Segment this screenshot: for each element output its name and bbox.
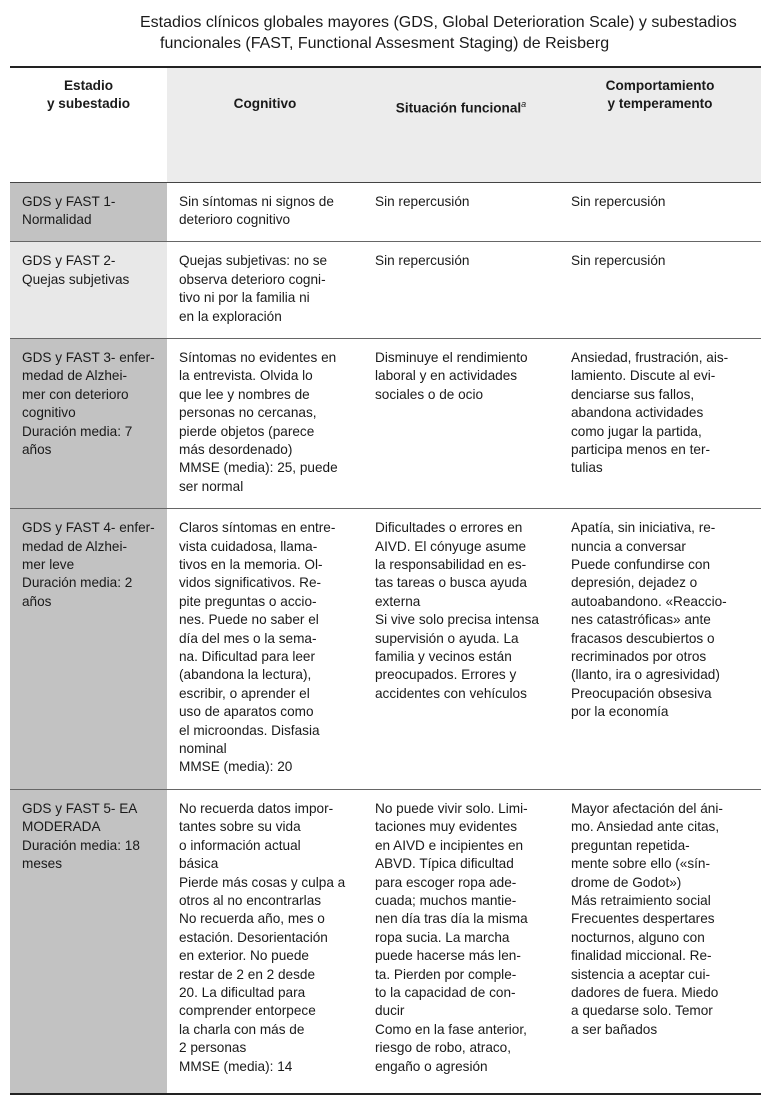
cell-line: nominal [179, 741, 227, 757]
cell-line: años [22, 593, 52, 609]
cell-line: en AIVD e incipientes en [375, 837, 524, 853]
cell-line: externa [375, 593, 421, 609]
behavior-cell [559, 789, 761, 1094]
cell-line: participa menos en ter- [571, 441, 711, 457]
cell-line: MMSE (media): 25, puede [179, 460, 338, 476]
cell-line: tas tareas o busca ayuda [375, 575, 527, 591]
cell-line: Como en la fase anterior, [375, 1021, 527, 1037]
cell-line: preocupados. Errores y [375, 667, 517, 683]
cell-line: para escoger ropa ade- [375, 874, 517, 890]
behavior-cell [559, 509, 761, 790]
cell-line: 20. La dificultad para [179, 984, 306, 1000]
cell-line: tivo ni por la familia ni [179, 290, 310, 306]
functional-cell [363, 182, 559, 242]
cell-line: mer leve [22, 557, 75, 572]
cell-line: Frecuentes despertares [571, 911, 715, 927]
cell-line: pite preguntas o accio- [179, 593, 317, 609]
cell-line: o información actual [179, 837, 301, 853]
cell-line: Pierde más cosas y culpa a [179, 874, 346, 890]
stage-cell [10, 182, 167, 242]
cell-line: medad de Alzhei- [22, 538, 128, 554]
cell-line: Si vive solo precisa intensa [375, 612, 539, 628]
cell-line: mente sobre ello («sín- [571, 856, 711, 872]
cell-line: GDS y FAST 5- EA [22, 800, 138, 816]
cell-line: a ser bañados [571, 1021, 658, 1037]
cell-line: Más retraimiento social [571, 892, 711, 908]
cell-line: el microondas. Disfasia [179, 722, 320, 738]
cell-line: MMSE (media): 20 [179, 759, 293, 775]
cell-line: No recuerda año, mes o [179, 911, 325, 927]
cell-line: Puede confundirse con [571, 557, 711, 572]
cell-line: ta. Pierden por comple- [375, 966, 517, 982]
cell-line: taciones muy evidentes [375, 819, 518, 835]
cell-line: Quejas subjetivas: no se [179, 253, 328, 269]
table-row [10, 789, 761, 1094]
cell-line: riesgo de robo, atraco, [375, 1040, 512, 1056]
header-cognitive: Cognitivo [167, 67, 363, 182]
cell-line: preguntan repetida- [571, 837, 690, 853]
cell-line: comprender entorpece [179, 1003, 316, 1019]
cell-line: la charla con más de [179, 1021, 305, 1037]
cell-line: nuncia a conversar [571, 538, 686, 554]
cell-line: meses [22, 856, 63, 872]
cell-line: Síntomas no evidentes en [179, 349, 337, 365]
cell-line: Sin repercusión [571, 193, 666, 209]
cell-line: finalidad miccional. Re- [571, 948, 712, 964]
cell-line: MODERADA [22, 819, 101, 835]
stage-cell [10, 338, 167, 508]
cell-line: en la exploración [179, 308, 282, 324]
cell-line: que lee y nombres de [179, 386, 310, 402]
cell-line: en exterior. No puede [179, 948, 309, 964]
cell-line: abandona actividades [571, 405, 704, 421]
cell-line: dadores de fuera. Miedo [571, 984, 719, 1000]
gds-fast-table [10, 66, 761, 1095]
footnote-marker: a [521, 99, 527, 109]
behavior-cell [559, 242, 761, 339]
cell-line: mo. Ansiedad ante citas, [571, 819, 720, 835]
table-title-line-1: Estadios clínicos globales mayores (GDS, Global Deterioration Scale) y subestadios [140, 14, 737, 31]
cell-line: Duración media: 7 [22, 423, 133, 439]
table-header-row [10, 67, 761, 182]
cell-line: tantes sobre su vida [179, 819, 301, 835]
stage-cell [10, 242, 167, 339]
stage-cell [10, 789, 167, 1094]
cell-line: cognitivo [22, 405, 76, 421]
cell-line: vista cuidadosa, llama- [179, 538, 318, 554]
cell-line: la responsabilidad en es- [375, 557, 527, 572]
cell-line: (abandona la lectura), [179, 667, 312, 683]
behavior-cell [559, 182, 761, 242]
cell-line: denciarse sus fallos, [571, 386, 695, 402]
cell-line: tulias [571, 460, 603, 476]
cell-line: tivos en la memoria. Ol- [179, 557, 323, 572]
cell-line: Duración media: 18 [22, 837, 140, 853]
cell-line: Sin repercusión [375, 193, 470, 209]
cell-line: nocturnos, alguno con [571, 929, 705, 945]
cell-line: Sin repercusión [571, 253, 666, 269]
cell-line: vidos significativos. Re- [179, 575, 322, 591]
cell-line: restar de 2 en 2 desde [179, 966, 316, 982]
cell-line: nen día tras día la misma [375, 911, 528, 927]
cognitive-cell [167, 789, 363, 1094]
cell-line: drome de Godot») [571, 874, 682, 890]
cell-line: ABVD. Típica dificultad [375, 856, 514, 872]
cell-line: día del mes o la sema- [179, 630, 317, 646]
cell-line: personas no cercanas, [179, 405, 317, 421]
table-row [10, 182, 761, 242]
cell-line: GDS y FAST 2- [22, 253, 116, 269]
cell-line: por la economía [571, 704, 669, 720]
cell-line: pierde objetos (parece [179, 423, 315, 439]
cell-line: AIVD. El cónyuge asume [375, 538, 527, 554]
cell-line: medad de Alzhei- [22, 368, 128, 384]
table-title [140, 12, 740, 54]
cell-line: familia y vecinos están [375, 649, 512, 665]
cell-line: Ansiedad, frustración, ais- [571, 349, 729, 365]
header-behavior: Comportamiento y temperamento [559, 67, 761, 182]
cell-line: deterioro cognitivo [179, 211, 291, 227]
table-row [10, 338, 761, 508]
cell-line: escribir, o aprender el [179, 685, 310, 701]
cell-line: Sin repercusión [375, 253, 470, 269]
cell-line: autoabandono. «Reaccio- [571, 593, 727, 609]
cell-line: estación. Desorientación [179, 929, 328, 945]
cell-line: 2 personas [179, 1040, 247, 1056]
cell-line: a quedarse solo. Temor [571, 1003, 713, 1019]
cell-line: como jugar la partida, [571, 423, 702, 439]
table-row [10, 242, 761, 339]
cognitive-cell [167, 242, 363, 339]
cognitive-cell [167, 338, 363, 508]
cell-line: sistencia a aceptar cui- [571, 966, 711, 982]
cell-line: GDS y FAST 1- [22, 193, 116, 209]
functional-cell [363, 509, 559, 790]
cell-line: nes. Puede no saber el [179, 612, 319, 628]
cell-line: observa deterioro cogni- [179, 271, 326, 287]
cell-line: mer con deterioro [22, 386, 129, 402]
cell-line: laboral y en actividades [375, 368, 518, 384]
cell-line: recriminados por otros [571, 649, 707, 665]
cell-line: uso de aparatos como [179, 704, 314, 720]
cell-line: Quejas subjetivas [22, 271, 130, 287]
cognitive-cell [167, 182, 363, 242]
cell-line: Apatía, sin iniciativa, re- [571, 520, 716, 536]
cell-line: sociales o de ocio [375, 386, 484, 402]
cell-line: Disminuye el rendimiento [375, 349, 528, 365]
cell-line: engaño o agresión [375, 1058, 488, 1074]
table-body [10, 182, 761, 1094]
cell-line: depresión, dejadez o [571, 575, 698, 591]
cell-line: accidentes con vehículos [375, 685, 527, 701]
table-title-line-2: funcionales (FAST, Functional Assesment Staging) de Reisberg [160, 35, 610, 52]
cell-line: na. Dificultad para leer [179, 649, 316, 665]
cell-line: (llanto, ira o agresividad) [571, 667, 720, 683]
cell-line: años [22, 441, 52, 457]
cell-line: MMSE (media): 14 [179, 1058, 293, 1074]
stage-cell [10, 509, 167, 790]
cell-line: lamiento. Discute al evi- [571, 368, 716, 384]
cell-line: Claros síntomas en entre- [179, 520, 336, 536]
cell-line: GDS y FAST 4- enfer- [22, 520, 155, 536]
cell-line: fracasos descubiertos o [571, 630, 715, 646]
header-stage: Estadio y subestadio [10, 67, 167, 182]
cell-line: ropa sucia. La marcha [375, 929, 510, 945]
cell-line: Preocupación obsesiva [571, 685, 712, 701]
cell-line: ducir [375, 1003, 405, 1019]
table-row [10, 509, 761, 790]
functional-cell [363, 789, 559, 1094]
cell-line: la entrevista. Olvida lo [179, 368, 313, 384]
cell-line: No puede vivir solo. Limi- [375, 800, 528, 816]
cell-line: No recuerda datos impor- [179, 800, 334, 816]
cell-line: to la capacidad de con- [375, 984, 516, 1000]
cell-line: Dificultades o errores en [375, 520, 523, 536]
cognitive-cell [167, 509, 363, 790]
cell-line: más desordenado) [179, 441, 293, 457]
cell-line: otros al no encontrarlas [179, 892, 322, 908]
cell-line: básica [179, 856, 219, 872]
functional-cell [363, 242, 559, 339]
cell-line: ser normal [179, 478, 244, 494]
behavior-cell [559, 338, 761, 508]
cell-line: nes catastróficas» ante [571, 612, 711, 628]
cell-line: GDS y FAST 3- enfer- [22, 349, 155, 365]
cell-line: Sin síntomas ni signos de [179, 193, 334, 209]
cell-line: cuada; muchos mantie- [375, 892, 517, 908]
cell-line: puede hacerse más len- [375, 948, 521, 964]
functional-cell [363, 338, 559, 508]
cell-line: Duración media: 2 [22, 575, 133, 591]
cell-line: Normalidad [22, 211, 92, 227]
header-functional: Situación funcional$^a$ [363, 67, 559, 182]
cell-line: supervisión o ayuda. La [375, 630, 519, 646]
cell-line: Mayor afectación del áni- [571, 800, 723, 816]
